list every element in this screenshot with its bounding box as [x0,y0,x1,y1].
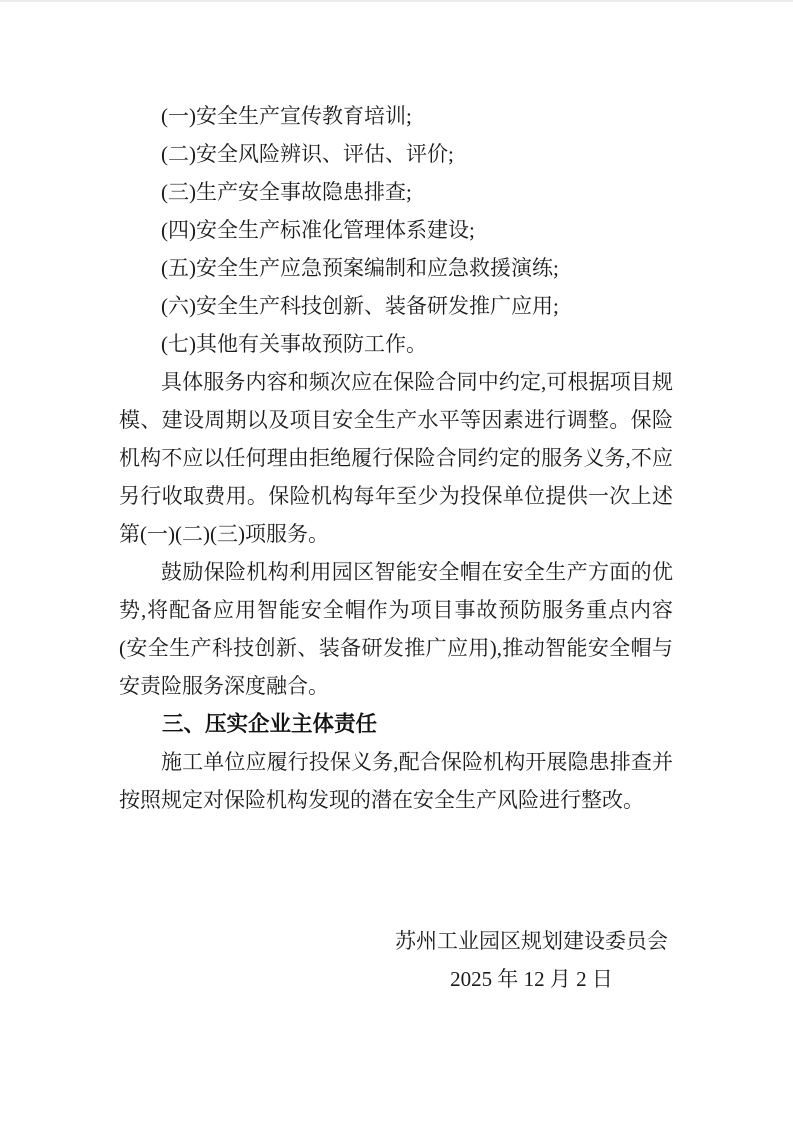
list-item: (四)安全生产标准化管理体系建设; [161,218,475,242]
list-item: (七)其他有关事故预防工作。 [161,332,427,356]
signature-org: 苏州工业园区规划建设委员会 [395,929,668,953]
list-item: (一)安全生产宣传教育培训; [161,104,412,128]
paragraph-enterprise-duty: 施工单位应履行投保义务,配合保险机构开展隐患排查并按照规定对保险机构发现的潜在安全生产风险进行整改。 [119,750,673,812]
list-item: (二)安全风险辨识、评估、评价; [161,142,454,166]
signature-date: 2025 年 12 月 2 日 [450,967,613,991]
paragraph-smart-helmet: 鼓励保险机构利用园区智能安全帽在安全生产方面的优势,将配备应用智能安全帽作为项目事故预防服务重点内容(安全生产科技创新、装备研发推广应用),推动智能安全帽与安责险服务深度融合。 [119,560,673,698]
list-item: (五)安全生产应急预案编制和应急救援演练; [161,256,559,280]
signature-block [395,922,668,998]
list-item: (三)生产安全事故隐患排查; [161,180,412,204]
paragraph-service-terms: 具体服务内容和频次应在保险合同中约定,可根据项目规模、建设周期以及项目安全生产水平等因素进行调整。保险机构不应以任何理由拒绝履行保险合同约定的服务义务,不应另行收取费用。保险机构每年至少为投保单位提供一次上述第(一)(二)(三)项服务。 [119,370,673,546]
section-heading: 三、压实企业主体责任 [162,712,378,736]
list-item: (六)安全生产科技创新、装备研发推广应用; [161,294,559,318]
